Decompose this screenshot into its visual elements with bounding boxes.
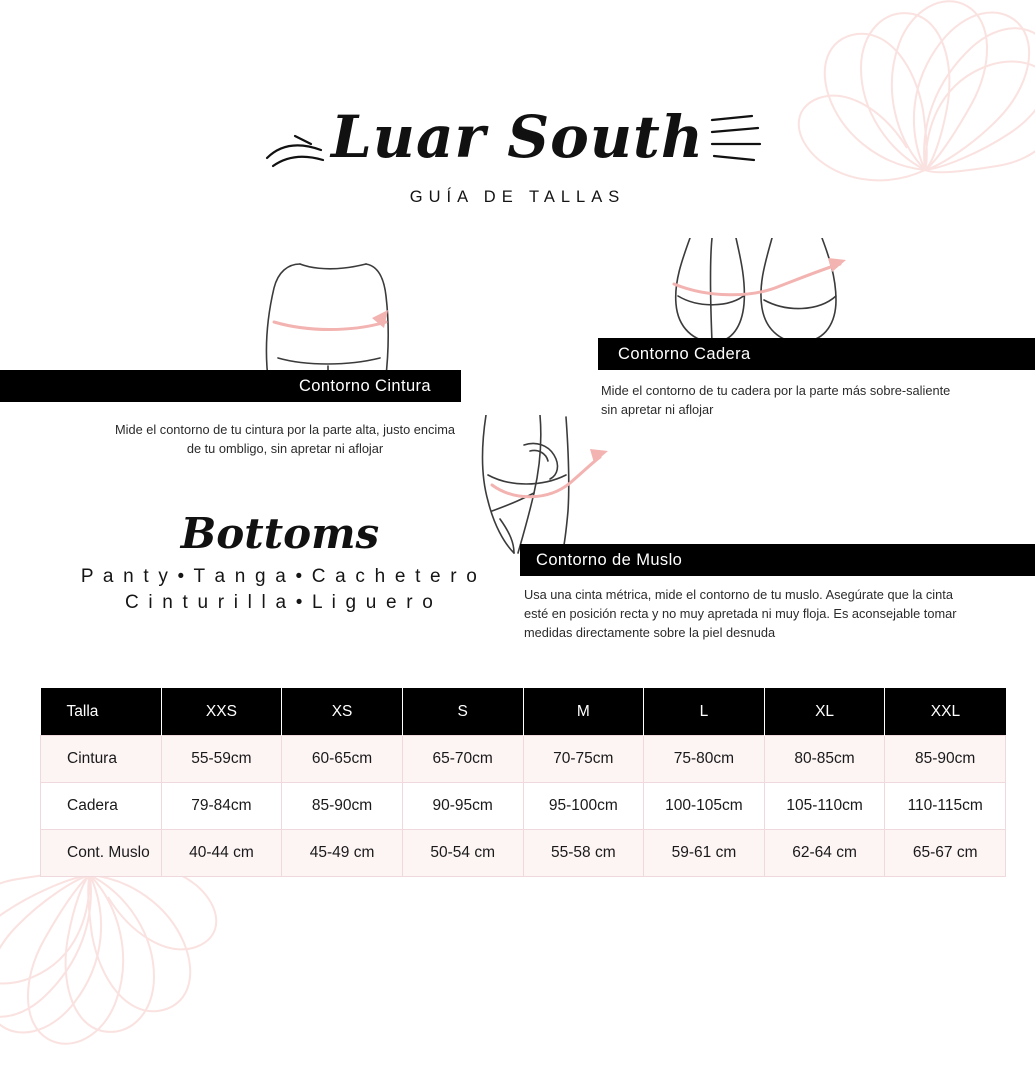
cell-cadera-xxl: 110-115cm [885,783,1006,830]
cell-cintura-xs: 60-65cm [282,736,403,783]
cell-cintura-s: 65-70cm [402,736,523,783]
table-header-xxl: XXL [885,688,1006,736]
row-label-cont-muslo: Cont. Muslo [41,830,162,877]
brand-flourish-right-icon [708,114,770,164]
section-description-muslo: Usa una cinta métrica, mide el contorno de tu muslo. Asegúrate que la cinta esté en posición recta y no muy apretada ni muy floja. Es aconsejable tomar medidas directamente sobre la piel desnuda [524,587,957,641]
bottoms-categories-line-2: C i n t u r i l l a • L i g u e r o [125,592,435,614]
cell-muslo-l: 59-61 cm [644,830,765,877]
cell-cadera-m: 95-100cm [523,783,644,830]
bottoms-title: Bottoms [180,509,380,558]
table-header-m: M [523,688,644,736]
table-header-talla: Talla [41,688,162,736]
cell-cadera-xl: 105-110cm [764,783,885,830]
table-header-row [41,688,1006,736]
table-header-xxs: XXS [161,688,282,736]
hip-figure-icon [660,238,850,346]
bottoms-section [60,509,500,614]
section-label-cadera-text: Contorno Cadera [618,344,751,363]
cell-cintura-m: 70-75cm [523,736,644,783]
cell-cintura-xxs: 55-59cm [161,736,282,783]
table-row [41,783,1006,830]
section-description-cadera: Mide el contorno de tu cadera por la parte más sobre-saliente sin apretar ni aflojar [601,383,951,418]
size-table-container [40,688,1006,877]
cell-muslo-s: 50-54 cm [402,830,523,877]
table-header-xl: XL [764,688,885,736]
brand-header [0,103,1035,207]
brand-name: Luar South [331,103,704,171]
bottoms-categories-line-1: P a n t y • T a n g a • C a c h e t e r o [80,566,480,588]
size-table [40,688,1006,877]
cell-muslo-m: 55-58 cm [523,830,644,877]
section-label-cintura-text: Contorno Cintura [298,376,431,395]
row-label-cintura: Cintura [41,736,162,783]
table-row [41,830,1006,877]
section-label-cintura [0,370,461,402]
section-label-muslo-text: Contorno de Muslo [536,550,683,569]
cell-cadera-xs: 85-90cm [282,783,403,830]
cell-muslo-xxs: 40-44 cm [161,830,282,877]
table-row [41,736,1006,783]
cell-cadera-xxs: 79-84cm [161,783,282,830]
cell-cintura-l: 75-80cm [644,736,765,783]
cell-muslo-xxl: 65-67 cm [885,830,1006,877]
brand-flourish-left-icon [265,130,327,172]
cell-cadera-s: 90-95cm [402,783,523,830]
table-header-xs: XS [282,688,403,736]
section-label-muslo [520,544,1035,576]
brand-subtitle: GUÍA DE TALLAS [409,188,626,206]
cell-cintura-xl: 80-85cm [764,736,885,783]
section-label-cadera [598,338,1035,370]
cell-muslo-xl: 62-64 cm [764,830,885,877]
cell-cintura-xxl: 85-90cm [885,736,1006,783]
cell-muslo-xs: 45-49 cm [282,830,403,877]
section-description-cintura: Mide el contorno de tu cintura por la parte alta, justo encima de tu ombligo, sin apretar ni aflojar [114,422,456,457]
table-header-s: S [402,688,523,736]
row-label-cadera: Cadera [41,783,162,830]
cell-cadera-l: 100-105cm [644,783,765,830]
table-header-l: L [644,688,765,736]
